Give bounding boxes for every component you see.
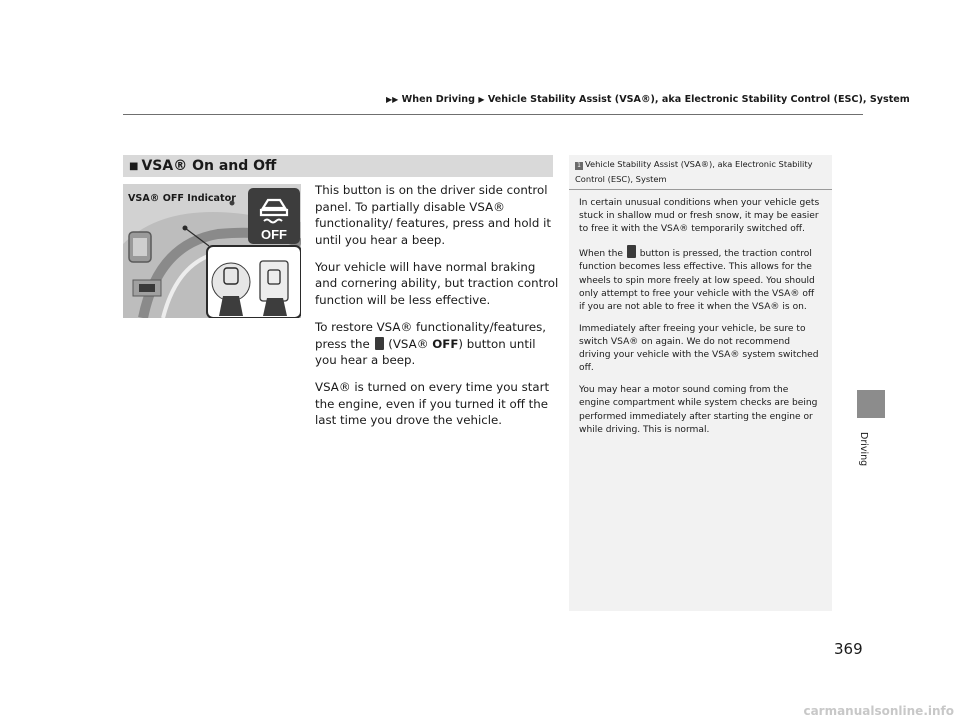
- sidebar-note: [569, 155, 832, 611]
- off-label: OFF: [432, 336, 459, 351]
- square-bullet-icon: ■: [129, 161, 139, 172]
- illustration-off-text: OFF: [261, 227, 287, 242]
- section-heading-text: VSA® On and Off: [141, 158, 277, 174]
- breadcrumb-arrow-icon: ▶▶: [386, 95, 399, 104]
- breadcrumb-separator-icon: ▶: [478, 95, 485, 104]
- paragraph-normal-braking: Your vehicle will have normal braking and cornering ability, but traction control function will be less effective.: [315, 259, 559, 307]
- page-number: 369: [834, 640, 863, 658]
- chapter-label: Driving: [858, 432, 869, 467]
- sidebar-paragraph-traction: When the button is pressed, the traction control function becomes less effective. This allows for the wheels to spin more freely at low speed. You should only attempt to free your vehicle with the VSA® off if you are not able to free it when the VSA® is on.: [579, 245, 822, 314]
- paragraph-restore-vsa: To restore VSA® functionality/features, press the (VSA® OFF) button until you hear a beep.: [315, 319, 547, 368]
- vsa-button-icon: [627, 245, 636, 258]
- vsa-button-icon: [375, 337, 384, 350]
- paragraph-vsa-on-start: VSA® is turned on every time you start the engine, even if you turned it off the last time you drove the vehicle.: [315, 380, 550, 428]
- paragraph-button-location: This button is on the driver side control panel. To partially disable VSA® functionality/ features, press and hold it until you hear a beep.: [315, 183, 551, 247]
- sidebar-paragraph-motor-sound: You may hear a motor sound coming from the engine compartment while system checks are being performed immediately after starting the engine or while driving. This is normal.: [579, 385, 818, 435]
- watermark: carmanualsonline.info: [803, 704, 954, 718]
- sidebar-paragraph-switch-on: Immediately after freeing your vehicle, be sure to switch VSA® on again. We do not recommend driving your vehicle with the VSA® system switched off.: [579, 323, 819, 374]
- dashboard-illustration: [123, 184, 301, 318]
- sidebar-paragraph-stuck: In certain unusual conditions when your vehicle gets stuck in shallow mud or fresh snow, it may be easier to free it with the VSA® temporarily switched off.: [579, 198, 820, 235]
- sidebar-body: [569, 190, 832, 437]
- section-heading: [123, 155, 553, 177]
- vsa-off-indicator-label: VSA® OFF Indicator: [128, 193, 236, 204]
- breadcrumb-item-vsa[interactable]: Vehicle Stability Assist (VSA®), aka Electronic Stability Control (ESC), System: [487, 94, 910, 105]
- header-rule: [123, 114, 863, 115]
- chapter-tab[interactable]: [857, 390, 885, 418]
- reference-number-icon: 1: [575, 162, 583, 170]
- body-text: [315, 182, 560, 439]
- breadcrumb-item-when-driving[interactable]: When Driving: [401, 94, 475, 105]
- breadcrumb: [386, 94, 910, 105]
- sidebar-heading: 1 Vehicle Stability Assist (VSA®), aka Electronic Stability Control (ESC), System: [569, 155, 832, 190]
